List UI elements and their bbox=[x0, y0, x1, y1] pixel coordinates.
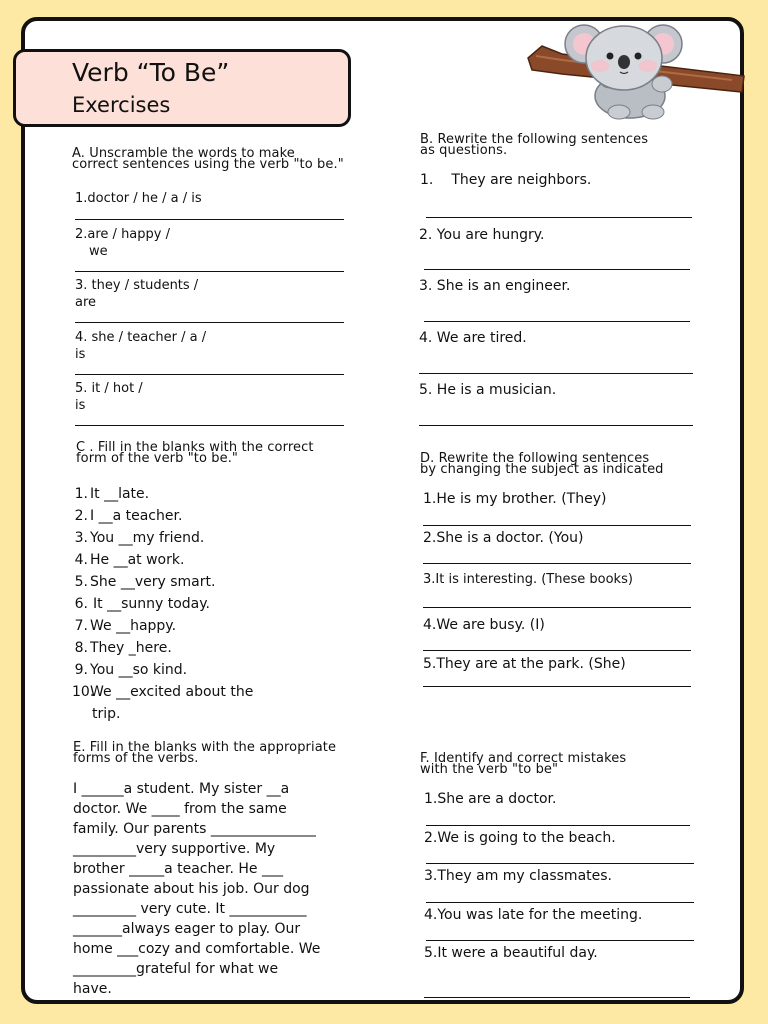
page-subtitle: Exercises bbox=[72, 93, 171, 117]
exercise-c-item bbox=[72, 639, 172, 657]
item-text: She __very smart. bbox=[90, 574, 216, 590]
section-c-heading bbox=[76, 442, 314, 464]
exercise-d-item-1: 1.He is my brother. (They) bbox=[423, 491, 607, 507]
item-text: You __so kind. bbox=[90, 662, 188, 678]
exercise-c-item bbox=[72, 595, 210, 613]
section-b-heading-line2: as questions. bbox=[420, 143, 508, 158]
item-text: We __excited about the bbox=[90, 684, 254, 700]
section-f-heading bbox=[420, 753, 626, 775]
paragraph-line: _________very supportive. My bbox=[73, 841, 276, 857]
section-f-heading-line2: with the verb "to be" bbox=[420, 762, 559, 777]
answer-line[interactable] bbox=[423, 607, 691, 608]
answer-line[interactable] bbox=[419, 425, 693, 426]
exercise-a-item-text: 1.doctor / he / a / is bbox=[75, 191, 202, 206]
exercise-d-item-2: 2.She is a doctor. (You) bbox=[423, 530, 584, 546]
exercise-a-item-text: 2.are / happy / bbox=[75, 227, 170, 242]
exercise-c-item bbox=[72, 551, 184, 569]
exercise-d-item-4: 4.We are busy. (I) bbox=[423, 617, 545, 633]
section-d-heading bbox=[420, 453, 664, 475]
paragraph-line: I ______a student. My sister __a bbox=[73, 781, 290, 797]
section-e-heading bbox=[73, 742, 336, 764]
page-title: Verb “To Be” bbox=[72, 58, 230, 87]
item-number: 3. bbox=[74, 530, 88, 546]
item-number: 5. bbox=[74, 574, 88, 590]
answer-line[interactable] bbox=[423, 686, 691, 687]
section-d-heading-line2: by changing the subject as indicated bbox=[420, 462, 664, 477]
exercise-a-item-text: 5. it / hot / bbox=[75, 381, 143, 396]
koala-icon bbox=[522, 18, 748, 124]
paragraph-line: _________grateful for what we bbox=[73, 961, 279, 977]
item-text: He __at work. bbox=[90, 552, 185, 568]
exercise-f-item-5: 5.It were a beautiful day. bbox=[424, 945, 598, 961]
answer-line[interactable] bbox=[423, 563, 691, 564]
item-number: 1. bbox=[420, 172, 434, 188]
answer-line[interactable] bbox=[423, 525, 691, 526]
exercise-f-item-4: 4.You was late for the meeting. bbox=[424, 907, 643, 923]
answer-line[interactable] bbox=[75, 322, 344, 323]
answer-line[interactable] bbox=[419, 373, 693, 374]
paragraph-line: have. bbox=[73, 981, 112, 997]
item-number: 2. bbox=[74, 508, 88, 524]
item-text: It __sunny today. bbox=[93, 596, 210, 612]
paragraph-line: doctor. We ____ from the same bbox=[73, 801, 287, 817]
answer-line[interactable] bbox=[424, 997, 690, 998]
exercise-a-item-2 bbox=[75, 226, 170, 260]
exercise-f-item-1: 1.She are a doctor. bbox=[424, 791, 557, 807]
section-c-heading-line2: form of the verb "to be." bbox=[76, 451, 239, 466]
item-text: It __late. bbox=[90, 486, 150, 502]
exercise-a-item-1 bbox=[75, 190, 202, 207]
paragraph-line: family. Our parents _______________ bbox=[73, 821, 316, 837]
item-text: We __happy. bbox=[90, 618, 177, 634]
section-f-heading-line1: F. Identify and correct mistakes bbox=[420, 751, 627, 766]
exercise-c-item bbox=[72, 617, 176, 635]
section-c-heading-line1: C . Fill in the blanks with the correct bbox=[76, 440, 314, 455]
exercise-b-item-1 bbox=[420, 171, 591, 189]
section-d-heading-line1: D. Rewrite the following sentences bbox=[420, 451, 650, 466]
title-banner bbox=[13, 49, 351, 127]
paragraph-line: brother _____a teacher. He ___ bbox=[73, 861, 283, 877]
answer-line[interactable] bbox=[75, 374, 344, 375]
exercise-a-item-text: 4. she / teacher / a / bbox=[75, 330, 207, 345]
answer-line[interactable] bbox=[424, 269, 690, 270]
section-e-heading-line2: forms of the verbs. bbox=[73, 751, 199, 766]
exercise-f-item-2: 2.We is going to the beach. bbox=[424, 830, 616, 846]
section-b-heading-line1: B. Rewrite the following sentences bbox=[420, 132, 649, 147]
exercise-a-item-text: 3. they / students / bbox=[75, 278, 199, 293]
exercise-a-item-text-cont: is bbox=[75, 347, 86, 362]
answer-line[interactable] bbox=[424, 321, 690, 322]
exercise-c-item-10-cont: trip. bbox=[92, 706, 121, 722]
exercise-f-item-3: 3.They am my classmates. bbox=[424, 868, 612, 884]
item-text: You __my friend. bbox=[90, 530, 205, 546]
exercise-d-item-3: 3.It is interesting. (These books) bbox=[423, 572, 633, 587]
section-e-heading-line1: E. Fill in the blanks with the appropriate bbox=[73, 740, 337, 755]
item-number: 6. bbox=[74, 596, 88, 612]
paragraph-line: home ___cozy and comfortable. We bbox=[73, 941, 321, 957]
section-a-heading bbox=[72, 148, 344, 170]
item-number: 10. bbox=[72, 684, 95, 700]
exercise-c-item bbox=[72, 529, 204, 547]
section-a-heading-line1: A. Unscramble the words to make bbox=[72, 146, 295, 161]
section-b-heading bbox=[420, 134, 648, 156]
item-number: 1. bbox=[74, 486, 88, 502]
answer-line[interactable] bbox=[426, 863, 694, 864]
item-text: I __a teacher. bbox=[90, 508, 183, 524]
exercise-a-item-text-cont: are bbox=[75, 295, 97, 310]
answer-line[interactable] bbox=[426, 940, 694, 941]
item-text: They _here. bbox=[90, 640, 172, 656]
exercise-b-item-2: 2. You are hungry. bbox=[419, 227, 545, 243]
answer-line[interactable] bbox=[423, 650, 691, 651]
answer-line[interactable] bbox=[426, 825, 690, 826]
section-a-heading-line2: correct sentences using the verb "to be." bbox=[72, 157, 344, 172]
item-text: They are neighbors. bbox=[451, 172, 592, 188]
answer-line[interactable] bbox=[426, 217, 692, 218]
paragraph-line: _________ very cute. It ___________ bbox=[73, 901, 307, 917]
exercise-d-item-5: 5.They are at the park. (She) bbox=[423, 656, 626, 672]
exercise-a-item-3 bbox=[75, 277, 198, 311]
exercise-a-item-text-cont: we bbox=[89, 244, 108, 259]
exercise-b-item-3: 3. She is an engineer. bbox=[419, 278, 571, 294]
item-number: 7. bbox=[74, 618, 88, 634]
answer-line[interactable] bbox=[75, 425, 344, 426]
exercise-b-item-5: 5. He is a musician. bbox=[419, 382, 557, 398]
item-number: 9. bbox=[74, 662, 88, 678]
exercise-c-item bbox=[72, 507, 182, 525]
exercise-c-item bbox=[72, 683, 253, 701]
answer-line[interactable] bbox=[426, 902, 694, 903]
paragraph-line: _______always eager to play. Our bbox=[73, 921, 301, 937]
item-number: 4. bbox=[74, 552, 88, 568]
exercise-c-item bbox=[72, 661, 187, 679]
answer-line[interactable] bbox=[75, 271, 344, 272]
answer-line[interactable] bbox=[75, 219, 344, 220]
exercise-a-item-4 bbox=[75, 329, 206, 363]
exercise-a-item-5 bbox=[75, 380, 143, 414]
fill-in-paragraph bbox=[73, 779, 343, 999]
exercise-c-item bbox=[72, 573, 215, 591]
exercise-c-item bbox=[72, 485, 149, 503]
exercise-b-item-4: 4. We are tired. bbox=[419, 330, 527, 346]
paragraph-line: passionate about his job. Our dog bbox=[73, 881, 310, 897]
item-number: 8. bbox=[74, 640, 88, 656]
exercise-a-item-text-cont: is bbox=[75, 398, 86, 413]
